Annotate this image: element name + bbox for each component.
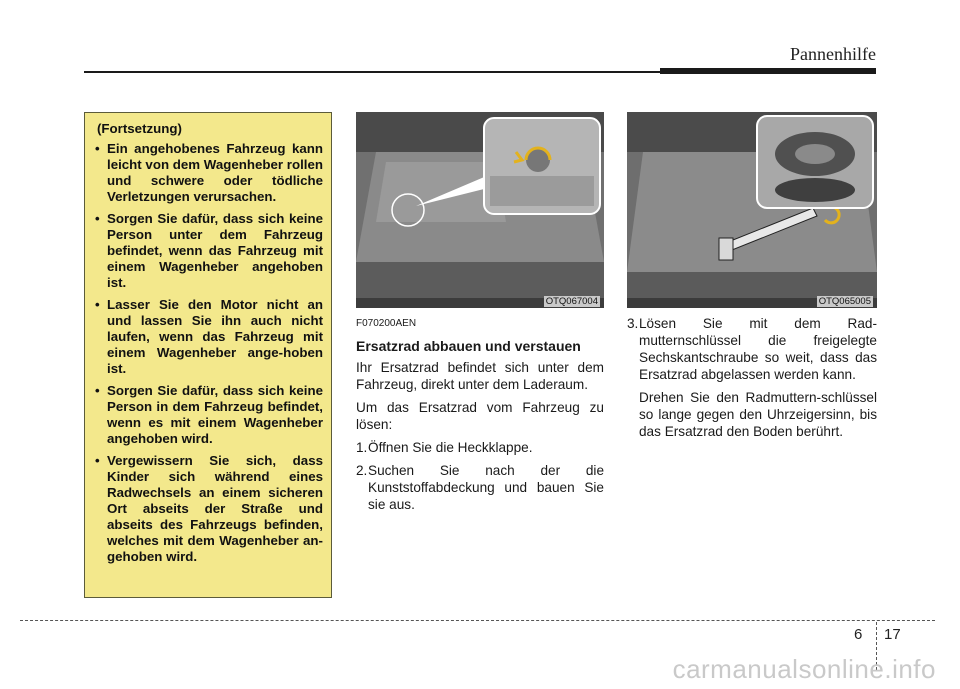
warning-continued-label: (Fortsetzung) (97, 121, 182, 136)
section-heading: Ersatzrad abbauen und verstauen (356, 338, 581, 354)
warning-item: • Lasser Sie den Motor nicht an und lassen Sie ihn auch nicht laufen, wenn das Fahrzeug mit einem Wagenheber ange-hoben ist. (93, 297, 323, 377)
intro-paragraph: Ihr Ersatzrad befindet sich unter dem Fahrzeug, direkt unter dem Laderaum. (356, 360, 604, 392)
footer-rule (20, 620, 935, 621)
step-text: Suchen Sie nach der die Kunststoffabdeckung und bauen Sie sie aus. (368, 463, 604, 512)
warning-box (84, 112, 332, 598)
section-code: F070200AEN (356, 318, 417, 329)
wrench-illustration (627, 112, 877, 308)
step-item (356, 439, 604, 456)
page-number: 17 (884, 626, 901, 643)
step-text: Lösen Sie mit dem Rad-mutternschlüssel die freigelegte Sechskantschraube so weit, dass das Ersatzrad abgelassen werden kann. (639, 316, 877, 382)
photo-code: OTQ065005 (818, 296, 871, 307)
warning-item: • Sorgen Sie dafür, dass sich keine Person in dem Fahrzeug befindet, wenn es mit einem Wagenheber angehoben wird. (93, 383, 323, 447)
instructions-column-1 (356, 315, 604, 519)
warning-list (93, 141, 323, 565)
cargo-area-photo (356, 112, 604, 308)
wrench-photo (627, 112, 877, 308)
warning-item: • Sorgen Sie dafür, dass sich keine Person unter dem Fahrzeug befindet, wenn das Fahrzeug mit einem Wagenheber angehoben ist. (93, 211, 323, 291)
warning-item: • Vergewissern Sie sich, dass Kinder sich während eines Radwechsels an einem sicheren Ort abseits der Straße und abseits des Fahrzeugs befinden, welches mit dem Wagenheber an-gehoben wird. (93, 453, 323, 565)
header-rule-accent (660, 68, 876, 74)
step-number: 1. (356, 440, 368, 455)
watermark: carmanualsonline.info (672, 654, 936, 684)
step-number: 3. (627, 316, 639, 331)
cargo-area-illustration (356, 112, 604, 308)
instructions-column-2 (627, 315, 877, 440)
step-item (356, 462, 604, 513)
lead-paragraph: Um das Ersatzrad vom Fahrzeug zu lösen: (356, 400, 604, 432)
section-title: Pannenhilfe (790, 44, 876, 64)
warning-item: • Ein angehobenes Fahrzeug kann leicht von dem Wagenheber rollen und schwere oder tödliche Verletzungen verursachen. (93, 141, 323, 205)
chapter-number: 6 (854, 626, 863, 643)
photo-code: OTQ067004 (545, 296, 598, 307)
header-rule (84, 71, 660, 73)
step-text: Öffnen Sie die Heckklappe. (368, 440, 533, 455)
step-number: 2. (356, 463, 368, 478)
step-item (627, 315, 877, 383)
step-3-extra-text: Drehen Sie den Radmuttern-schlüssel so lange gegen den Uhrzeigersinn, bis das Ersatzrad den Boden berührt. (639, 390, 877, 439)
